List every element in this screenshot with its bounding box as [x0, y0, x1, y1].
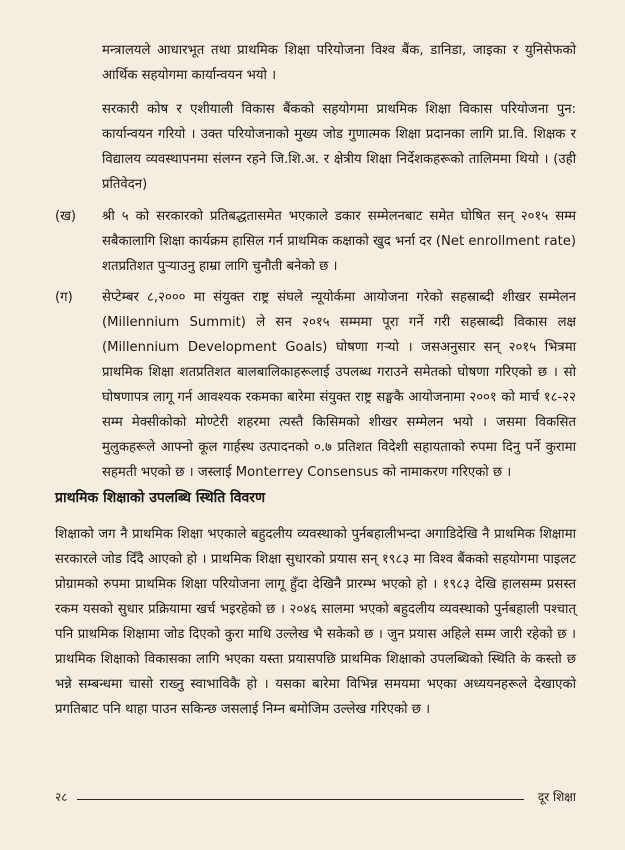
- list-marker: (ख): [55, 209, 77, 224]
- paragraph-achievement: शिक्षाको जग नै प्राथमिक शिक्षा भएकाले बहुदलीय व्यवस्थाको पुर्नबहालीभन्दा अगाडिदेखि नै प्राथमिक शिक्षामा सरकारले जोड दिँदै आएको हो । प्राथमिक शिक्षा सुधारको प्रयास सन् १९८३ मा विश्व बैंकको सहयोगमा पाइलट प्रोग्रामको रुपमा प्राथमिक शिक्षा परियोजना लागू हुँदा देखिनै प्रारम्भ भएको हो । १९८३ देखि हालसम्म प्रसस्त रकम यसको सुधार प्रक्रियामा खर्च भइरहेको छ । २०४६ सालमा भएको बहुदलीय व्यवस्थाको पुर्नबहाली पश्चात् पनि प्राथमिक शिक्षामा जोड दिएको कुरा माथि उल्लेख भै सकेको छ । जुन प्रयास अहिले सम्म जारी रहेको छ । प्राथमिक शिक्षाको विकासका लागि भएका यस्ता प्रयासपछि प्राथमिक शिक्षाको उपलब्धिको स्थिति के कस्तो छ भन्ने सम्बन्धमा चासो राख्नु स्वाभाविकै हो । यसका बारेमा विभिन्न समयमा भएका अध्ययनहरूले देखाएको प्रगतिबाट पनि थाहा पाउन सकिन्छ जसलाई निम्न बमोजिम उल्लेख गरिएको छ ।: [55, 527, 576, 717]
- list-item-text: श्री ५ को सरकारको प्रतिबद्धतासमेत भएकाले डकार सम्मेलनबाट समेत घोषित सन् २०१५ सम्म सबैकालागि शिक्षा कार्यक्रम हासिल गर्न प्राथमिक कक्षाको खुद भर्ना दर (Net enrollment rate) शतप्रतिशत पुऱ्याउनु हाम्रा लागि चुनौती बनेको छ ।: [102, 209, 576, 274]
- list-marker: (ग): [55, 290, 73, 305]
- footer-divider: [77, 799, 524, 800]
- page-footer: [55, 786, 576, 808]
- page-number: २८: [55, 790, 68, 804]
- list-item-text: सेप्टेम्बर ८,२००० मा संयुक्त राष्ट्र संघले न्यूयोर्कमा आयोजना गरेको सहस्राब्दी शीखर सम्मेलन (Millennium Summit) ले सन २०१५ सम्ममा पूरा गर्ने गरी सहस्राब्दी विकास लक्ष (Millennium Development Goals) घोषणा गऱ्यो । जसअनुसार सन् २०१५ भित्रमा प्राथमिक शिक्षा शतप्रतिशत बालबालिकाहरूलाई उपलब्ध गराउने समेतको घोषणा गरिएको छ । सो घोषणापत्र लागू गर्न आवश्यक रकमका बारेमा संयुक्त राष्ट्र सङ्घकै आयोजनामा २००१ को मार्च १८-२२ सम्म मेक्सीकोको मोण्टेरी शहरमा त्यस्तै किसिमको शीखर सम्मेलन भयो । जसमा विकसित मुलुकहरूले आफ्नो कूल गार्हस्थ उत्पादनको ०.७ प्रतिशत विदेशी सहायताको रुपमा दिनु पर्ने कुरामा सहमती भएको छ । जस्लाई Monterrey Consensus को नामाकरण गरिएको छ ।: [102, 290, 576, 480]
- section-heading: प्राथमिक शिक्षाको उपलब्धि स्थिति विवरण: [55, 490, 266, 506]
- journal-title: दूर शिक्षा: [537, 790, 576, 804]
- paragraph-continuation: मन्त्रालयले आधारभूत तथा प्राथमिक शिक्षा परियोजना विश्व बैंक, डानिडा, जाइका र युनिसेफको आर्थिक सहयोगमा कार्यान्वयन भयो ।: [102, 43, 576, 83]
- paragraph-adb-project: सरकारी कोष र एशीयाली विकास बैंकको सहयोगमा प्राथमिक शिक्षा विकास परियोजना पुन: कार्यान्वयन गरियो । उक्त परियोजनाको मुख्य जोड गुणात्मक शिक्षा प्रदानका लागि प्रा.वि. शिक्षक र विद्यालय व्यवस्थापनमा संलग्न रहने जि.शि.अ. र क्षेत्रीय शिक्षा निर्देशकहरूको तालिममा थियो । (उही प्रतिवेदन): [102, 102, 576, 192]
